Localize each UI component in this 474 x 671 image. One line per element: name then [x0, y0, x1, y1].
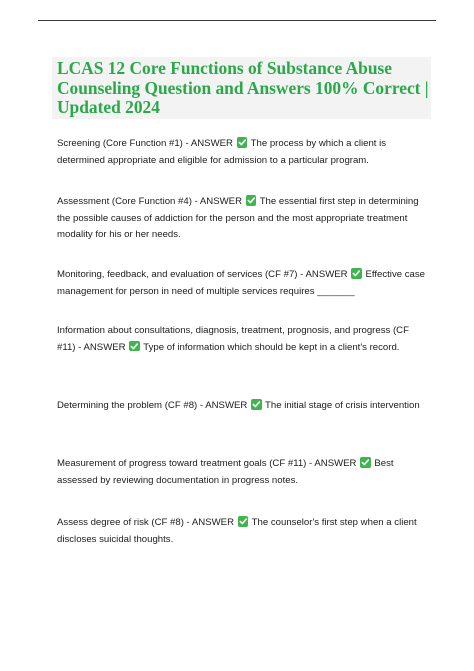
- qa-item: [57, 456, 427, 489]
- question-text: Monitoring, feedback, and evaluation of services (CF #7) - ANSWER: [57, 269, 348, 280]
- answer-text: Best assessed by reviewing documentation in progress notes.: [57, 458, 394, 486]
- check-mark-icon: [360, 457, 371, 468]
- question-text: Assess degree of risk (CF #8) - ANSWER: [57, 517, 234, 528]
- check-mark-icon: [237, 137, 248, 148]
- answer-text: Type of information which should be kept in a client's record.: [143, 341, 400, 353]
- check-mark-icon: [246, 195, 257, 206]
- qa-item: [57, 323, 427, 356]
- check-mark-icon: [251, 399, 262, 410]
- answer-text: The counselor's first step when a client discloses suicidal thoughts.: [57, 517, 417, 545]
- top-divider: [38, 20, 436, 21]
- answer-text: Effective case management for person in need of multiple services requires _______: [57, 269, 426, 297]
- qa-item: [57, 515, 427, 548]
- question-text: Information about consultations, diagnosis, treatment, prognosis, and progress (CF #11) - ANSWER: [57, 325, 409, 353]
- qa-item: [57, 267, 427, 300]
- check-mark-icon: [351, 268, 362, 279]
- document-title: LCAS 12 Core Functions of Substance Abuse Counseling Question and Answers 100% Correct | Updated 2024: [57, 58, 429, 118]
- answer-text: The process by which a client is determined appropriate and eligible for admission to a particular program.: [57, 138, 387, 166]
- check-mark-icon: [129, 341, 140, 352]
- question-text: Screening (Core Function #1) - ANSWER: [57, 138, 233, 149]
- check-mark-icon: [238, 516, 249, 527]
- qa-item: [57, 398, 427, 415]
- qa-item: [57, 136, 427, 169]
- answer-text: The initial stage of crisis intervention: [265, 400, 420, 411]
- question-text: Measurement of progress toward treatment goals (CF #11) - ANSWER: [57, 458, 357, 469]
- question-text: Assessment (Core Function #4) - ANSWER: [57, 196, 243, 207]
- answer-text: The essential first step in determining the possible causes of addiction for the person and the most appropriate treatment modality for his or her needs.: [57, 196, 419, 241]
- qa-item: [57, 194, 427, 244]
- question-text: Determining the problem (CF #8) - ANSWER: [57, 400, 248, 411]
